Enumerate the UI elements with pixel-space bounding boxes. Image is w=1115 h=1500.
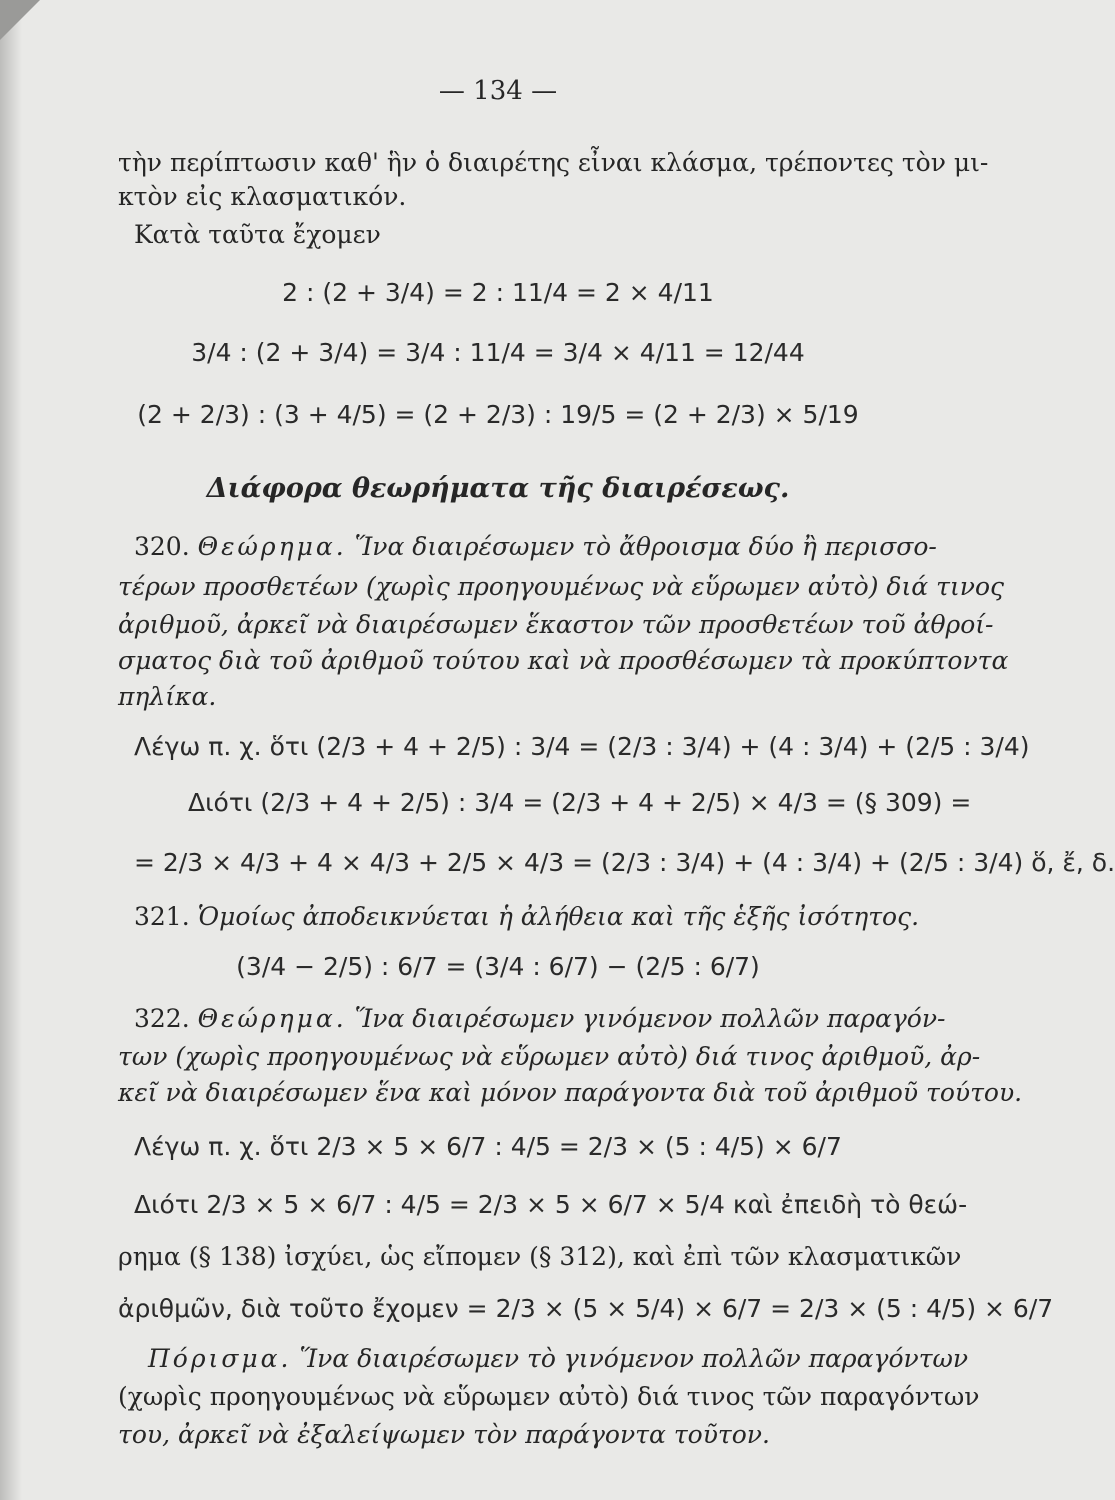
theorem-320-claim: Λέγω π. χ. ὅτι (2/3 + 4 + 2/5) : 3/4 = (2/3 : 3/4) + (4 : 3/4) + (2/5 : 3/4) bbox=[134, 732, 1030, 761]
theorem-322-text-1: Ἵνα διαιρέσωμεν γινόμενον πολλῶν παραγόν- bbox=[354, 1004, 946, 1033]
theorem-320-proof-2: = 2/3 × 4/3 + 4 × 4/3 + 2/5 × 4/3 = (2/3 : 3/4) + (4 : 3/4) + (2/5 : 3/4) ὅ, ἔ, δ. bbox=[134, 848, 1115, 877]
note-321-formula: (3/4 − 2/5) : 6/7 = (3/4 : 6/7) − (2/5 : 6/7) bbox=[236, 952, 760, 981]
theorem-320-text-5: πηλίκα. bbox=[118, 682, 217, 711]
theorem-322-proof-2: ρημα (§ 138) ἰσχύει, ὡς εἴπομεν (§ 312), καὶ ἐπὶ τῶν κλασματικῶν bbox=[118, 1242, 962, 1271]
page-edge-shadow bbox=[0, 0, 22, 1500]
theorem-320-number: 320. bbox=[134, 532, 190, 561]
note-321-number: 321. bbox=[134, 902, 190, 931]
example-equation-1: 2 : (2 + 3/4) = 2 : 11/4 = 2 × 4/11 bbox=[282, 278, 714, 307]
corollary-label: Πόρισμα. bbox=[148, 1344, 292, 1373]
theorem-320-text-1: Ἵνα διαιρέσωμεν τὸ ἄθροισμα δύο ἢ περισσο- bbox=[354, 532, 937, 561]
theorem-320-text-4: σματος διὰ τοῦ ἀριθμοῦ τούτου καὶ νὰ προσθέσωμεν τὰ προκύπτοντα bbox=[118, 646, 1009, 675]
note-321-text: Ὁμοίως ἀποδεικνύεται ἡ ἀλήθεια καὶ τῆς ἑξῆς ἰσότητος. bbox=[197, 902, 920, 931]
intro-line-3: Κατὰ ταῦτα ἔχομεν bbox=[134, 220, 381, 249]
theorem-322-proof-3: ἀριθμῶν, διὰ τοῦτο ἔχομεν = 2/3 × (5 × 5/4) × 6/7 = 2/3 × (5 : 4/5) × 6/7 bbox=[118, 1294, 1054, 1323]
theorem-320-text-2: τέρων προσθετέων (χωρὶς προηγουμένως νὰ εὕρωμεν αὐτὸ) διά τινος bbox=[118, 572, 1004, 601]
corollary-text-2: (χωρὶς προηγουμένως νὰ εὕρωμεν αὐτὸ) διά τινος τῶν παραγόντων bbox=[118, 1382, 980, 1411]
intro-line-1: τὴν περίπτωσιν καθ' ἣν ὁ διαιρέτης εἶναι κλάσμα, τρέποντες τὸν μι- bbox=[118, 148, 989, 177]
corollary-text-1: Ἵνα διαιρέσωμεν τὸ γινόμενον πολλῶν παραγόντων bbox=[299, 1344, 969, 1373]
intro-line-2: κτὸν εἰς κλασματικόν. bbox=[118, 182, 407, 211]
folded-corner bbox=[0, 0, 40, 40]
note-321 bbox=[134, 900, 954, 934]
theorem-320-first-line bbox=[134, 530, 954, 564]
theorem-322-proof-1: Διότι 2/3 × 5 × 6/7 : 4/5 = 2/3 × 5 × 6/7 × 5/4 καὶ ἐπειδὴ τὸ θεώ- bbox=[134, 1190, 968, 1219]
section-heading: Διάφορα θεωρήματα τῆς διαιρέσεως. bbox=[206, 473, 790, 504]
theorem-322-number: 322. bbox=[134, 1004, 190, 1033]
theorem-322-first-line bbox=[134, 1002, 954, 1036]
corollary-text-3: του, ἀρκεῖ νὰ ἐξαλείψωμεν τὸν παράγοντα τοῦτον. bbox=[118, 1420, 770, 1449]
theorem-322-claim: Λέγω π. χ. ὅτι 2/3 × 5 × 6/7 : 4/5 = 2/3 × (5 : 4/5) × 6/7 bbox=[134, 1132, 842, 1161]
example-equation-2: 3/4 : (2 + 3/4) = 3/4 : 11/4 = 3/4 × 4/11 = 12/44 bbox=[191, 338, 805, 367]
corollary-first-line bbox=[148, 1342, 968, 1376]
theorem-322-text-2: των (χωρὶς προηγουμένως νὰ εὕρωμεν αὐτὸ) διά τινος ἀριθμοῦ, ἀρ- bbox=[118, 1042, 981, 1071]
theorem-322-label: Θεώρημα. bbox=[197, 1004, 347, 1033]
example-equation-3: (2 + 2/3) : (3 + 4/5) = (2 + 2/3) : 19/5 = (2 + 2/3) × 5/19 bbox=[137, 400, 859, 429]
theorem-320-label: Θεώρημα. bbox=[197, 532, 347, 561]
theorem-320-text-3: ἀριθμοῦ, ἀρκεῖ νὰ διαιρέσωμεν ἕκαστον τῶν προσθετέων τοῦ ἀθροί- bbox=[118, 610, 994, 639]
theorem-322-text-3: κεῖ νὰ διαιρέσωμεν ἕνα καὶ μόνον παράγοντα διὰ τοῦ ἀριθμοῦ τούτου. bbox=[118, 1078, 1023, 1107]
theorem-320-proof-1: Διότι (2/3 + 4 + 2/5) : 3/4 = (2/3 + 4 + 2/5) × 4/3 = (§ 309) = bbox=[188, 788, 972, 817]
page-number: — 134 — bbox=[438, 76, 558, 106]
